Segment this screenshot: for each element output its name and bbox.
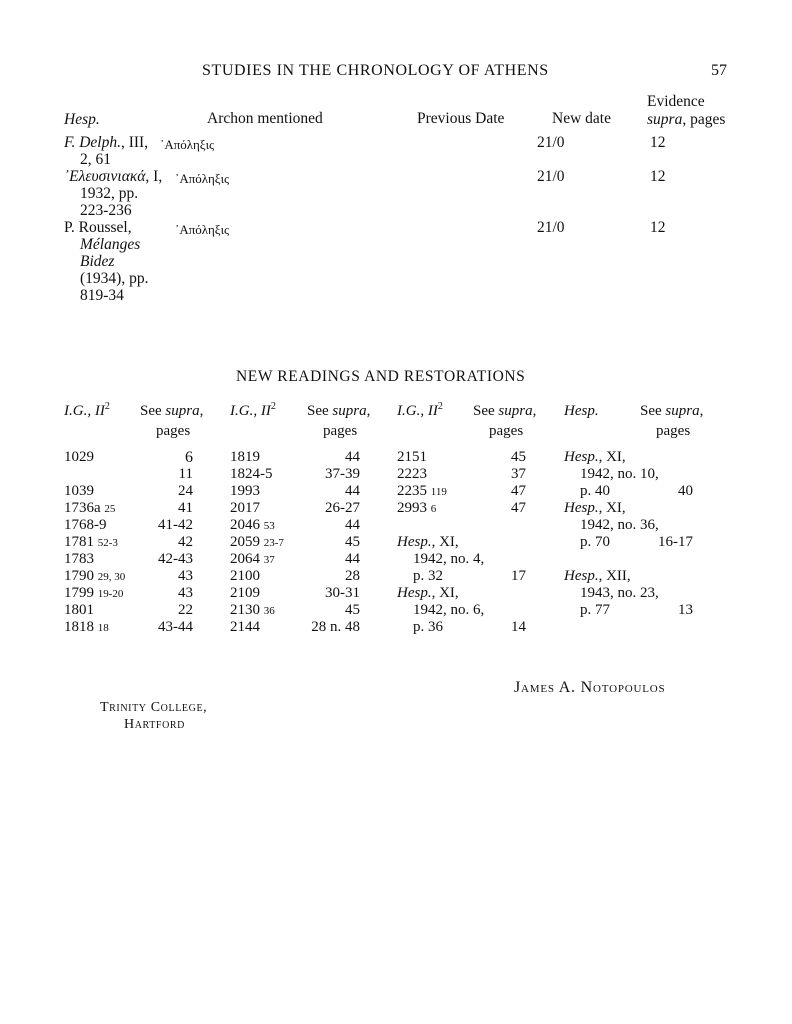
grid-ig-number: 2064 37: [230, 551, 275, 567]
grid-hesp-ref: p. 77: [580, 602, 610, 618]
table1-row-source: 819-34: [80, 287, 124, 304]
grid-ig-number: 1824-5: [230, 466, 273, 482]
grid-page-ref: 24: [178, 483, 193, 499]
grid-page-ref: 28: [345, 568, 360, 584]
grid-ig-number: 2130 36: [230, 602, 275, 618]
table1-row-evidence: 12: [650, 219, 666, 236]
grid-page-ref: 13: [678, 602, 693, 618]
grid-ig-number: 1993: [230, 483, 260, 499]
grid-hesp-ref: Hesp., XI,: [397, 534, 459, 550]
grid-page-ref: 11: [178, 466, 193, 482]
grid-hesp-ref: p. 40: [580, 483, 610, 499]
grid-header-pages: pages: [156, 423, 191, 439]
grid-header-pages: pages: [489, 423, 524, 439]
table1-row-source: 1932, pp.: [80, 185, 139, 202]
grid-page-ref: 22: [178, 602, 193, 618]
affiliation-city: Hartford: [124, 717, 185, 732]
grid-page-ref: 43: [178, 585, 193, 601]
grid-ig-number: 1736a 25: [64, 500, 116, 516]
grid-header-see: See supra,: [640, 403, 704, 419]
grid-hesp-ref: Hesp., XI,: [397, 585, 459, 601]
table1-header-archon: Archon mentioned: [207, 110, 323, 127]
affiliation-college: Trinity College,: [100, 700, 208, 715]
table1-row-source: 223-236: [80, 202, 132, 219]
grid-hesp-ref: 1942, no. 4,: [413, 551, 485, 567]
table1-row-new-date: 21/0: [537, 219, 565, 236]
grid-ig-number: 1781 52-3: [64, 534, 118, 550]
grid-header-pages: pages: [323, 423, 358, 439]
grid-hesp-ref: p. 36: [413, 619, 443, 635]
grid-page-ref: 44: [345, 551, 360, 567]
grid-ig-number: 2109: [230, 585, 260, 601]
grid-ig-number: 1029: [64, 449, 94, 465]
grid-ig-number: 1818 18: [64, 619, 109, 635]
grid-hesp-ref: Hesp., XI,: [564, 449, 626, 465]
grid-page-ref: 14: [511, 619, 526, 635]
table1-row-source: ᾿Ελευσινιακά, I,: [64, 168, 163, 185]
grid-page-ref: 47: [511, 483, 526, 499]
grid-hesp-ref: 1942, no. 10,: [580, 466, 659, 482]
grid-page-ref: 28 n. 48: [311, 619, 360, 635]
grid-page-ref: 37: [511, 466, 526, 482]
table1-header-previous: Previous Date: [417, 110, 505, 127]
grid-page-ref: 47: [511, 500, 526, 516]
grid-header-pages: pages: [656, 423, 691, 439]
grid-hesp-ref: Hesp., XI,: [564, 500, 626, 516]
grid-header-see: See supra,: [307, 403, 371, 419]
grid-header-ig: I.G., $II^2$: [64, 401, 110, 419]
grid-page-ref: 41: [178, 500, 193, 516]
grid-page-ref: 44: [345, 449, 360, 465]
grid-page-ref: 44: [345, 517, 360, 533]
table1-row-source: Mélanges: [80, 236, 141, 253]
grid-ig-number: 1799 19-20: [64, 585, 124, 601]
table1-header-new: New date: [552, 110, 611, 127]
grid-ig-number: 2059 23-7: [230, 534, 284, 550]
grid-page-ref: 43: [178, 568, 193, 584]
grid-hesp-ref: Hesp., XII,: [564, 568, 631, 584]
grid-page-ref: 16-17: [658, 534, 693, 550]
grid-ig-number: 2046 53: [230, 517, 275, 533]
grid-ig-number: 1039: [64, 483, 94, 499]
running-head: STUDIES IN THE CHRONOLOGY OF ATHENS: [202, 62, 549, 79]
table1-row-new-date: 21/0: [537, 168, 565, 185]
table1-row-archon: ᾿Απόληξις: [175, 171, 230, 186]
grid-page-ref: 6: [185, 449, 193, 466]
grid-page-ref: 45: [345, 602, 360, 618]
grid-header-hesp: Hesp.: [564, 403, 599, 419]
grid-ig-number: 1790 29, 30: [64, 568, 126, 584]
grid-ig-number: 2100: [230, 568, 260, 584]
grid-ig-number: 1819: [230, 449, 260, 465]
grid-header-ig: I.G., $II^2$: [230, 401, 276, 419]
table1-row-evidence: 12: [650, 168, 666, 185]
grid-ig-number: 2017: [230, 500, 260, 516]
table1-header-hesp: Hesp.: [64, 111, 100, 128]
table1-header-evidence-pages: supra, pages: [647, 111, 726, 128]
grid-ig-number: 2223: [397, 466, 427, 482]
grid-hesp-ref: p. 32: [413, 568, 443, 584]
table1-row-source: P. Roussel,: [64, 219, 132, 236]
table1-row-new-date: 21/0: [537, 134, 565, 151]
grid-ig-number: 2235 119: [397, 483, 447, 499]
grid-hesp-ref: 1942, no. 6,: [413, 602, 485, 618]
table1-row-source: Bidez: [80, 253, 115, 270]
grid-ig-number: 2151: [397, 449, 427, 465]
grid-page-ref: 45: [511, 449, 526, 465]
grid-ig-number: 1783: [64, 551, 94, 567]
grid-page-ref: 41-42: [158, 517, 193, 533]
grid-page-ref: 37-39: [325, 466, 360, 482]
grid-hesp-ref: p. 70: [580, 534, 610, 550]
grid-page-ref: 17: [511, 568, 526, 584]
grid-ig-number: 1768-9: [64, 517, 107, 533]
table1-row-source: F. Delph., III,: [64, 134, 149, 151]
grid-page-ref: 42-43: [158, 551, 193, 567]
grid-ig-number: 2144: [230, 619, 260, 635]
grid-page-ref: 40: [678, 483, 693, 499]
table1-row-evidence: 12: [650, 134, 666, 151]
grid-page-ref: 42: [178, 534, 193, 550]
grid-page-ref: 44: [345, 483, 360, 499]
section-title: NEW READINGS AND RESTORATIONS: [236, 368, 526, 385]
table1-row-source: 2, 61: [80, 151, 111, 168]
grid-page-ref: 45: [345, 534, 360, 550]
grid-hesp-ref: 1942, no. 36,: [580, 517, 659, 533]
table1-row-source: (1934), pp.: [80, 270, 149, 287]
grid-header-see: See supra,: [140, 403, 204, 419]
table1-row-archon: ᾿Απόληξις: [160, 137, 215, 152]
page-number: 57: [711, 62, 727, 79]
grid-ig-number: 1801: [64, 602, 94, 618]
grid-page-ref: 26-27: [325, 500, 360, 516]
grid-ig-number: 2993 6: [397, 500, 437, 516]
author-signature: James A. Notopoulos: [514, 679, 666, 696]
grid-header-see: See supra,: [473, 403, 537, 419]
grid-hesp-ref: 1943, no. 23,: [580, 585, 659, 601]
grid-page-ref: 43-44: [158, 619, 193, 635]
grid-header-ig: I.G., $II^2$: [397, 401, 443, 419]
table1-row-archon: ᾿Απόληξις: [175, 222, 230, 237]
grid-page-ref: 30-31: [325, 585, 360, 601]
table1-header-evidence: Evidence: [647, 93, 705, 110]
